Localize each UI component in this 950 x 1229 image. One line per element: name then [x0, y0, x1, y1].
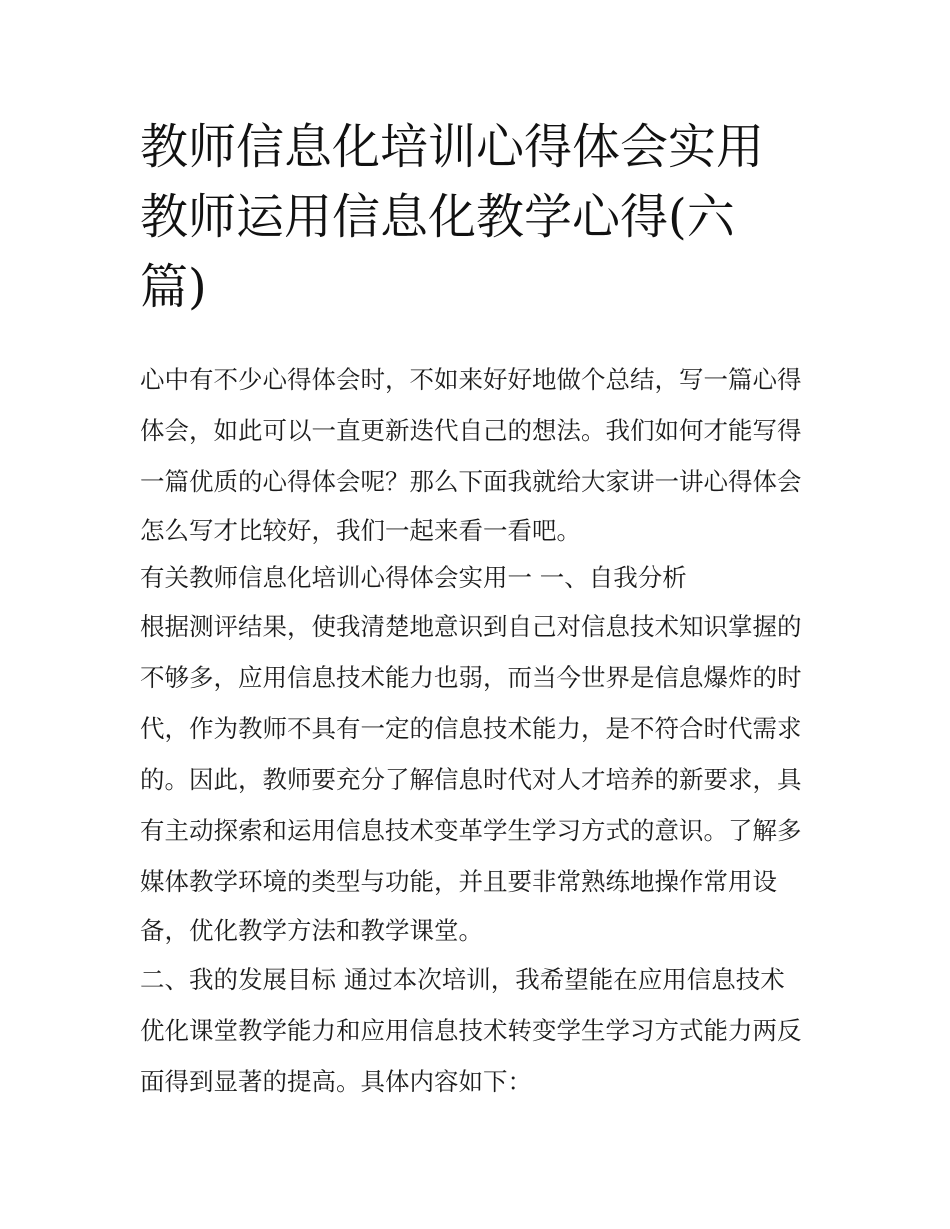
title-line: 教师信息化培训心得体会实用 — [140, 119, 765, 175]
text-line: 备，优化教学方法和教学课堂。 — [140, 916, 483, 945]
title-line: 教师运用信息化教学心得(六 — [140, 189, 735, 245]
text-line: 优化课堂教学能力和应用信息技术转变学生学习方式能力两反 — [140, 1016, 802, 1045]
intro-paragraph — [140, 354, 820, 554]
text-line: 心中有不少心得体会时，不如来好好地做个总结，写一篇心得 — [140, 365, 802, 394]
goals-paragraph — [140, 954, 820, 1107]
text-line: 根据测评结果，使我清楚地意识到自己对信息技术知识掌握的 — [140, 612, 802, 641]
text-line: 体会，如此可以一直更新迭代自己的想法。我们如何才能写得 — [140, 416, 802, 445]
text-line: 二、我的发展目标 通过本次培训，我希望能在应用信息技术 — [140, 965, 785, 994]
document-title — [140, 112, 820, 322]
text-line: 怎么写才比较好，我们一起来看一看吧。 — [140, 516, 581, 545]
document-body — [140, 354, 820, 1107]
section-heading-paragraph — [140, 554, 820, 601]
analysis-paragraph — [140, 601, 820, 954]
title-line: 篇) — [140, 259, 207, 315]
text-line: 面得到显著的提高。具体内容如下： — [140, 1067, 532, 1096]
text-line: 一篇优质的心得体会呢？那么下面我就给大家讲一讲心得体会 — [140, 467, 802, 496]
text-line: 的。因此，教师要充分了解信息时代对人才培养的新要求，具 — [140, 765, 802, 794]
text-line: 有关教师信息化培训心得体会实用一 一、自我分析 — [140, 563, 687, 592]
text-line: 有主动探索和运用信息技术变革学生学习方式的意识。了解多 — [140, 816, 802, 845]
text-line: 媒体教学环境的类型与功能，并且要非常熟练地操作常用设 — [140, 867, 777, 896]
text-line: 代，作为教师不具有一定的信息技术能力，是不符合时代需求 — [140, 714, 802, 743]
text-line: 不够多，应用信息技术能力也弱，而当今世界是信息爆炸的时 — [140, 663, 802, 692]
